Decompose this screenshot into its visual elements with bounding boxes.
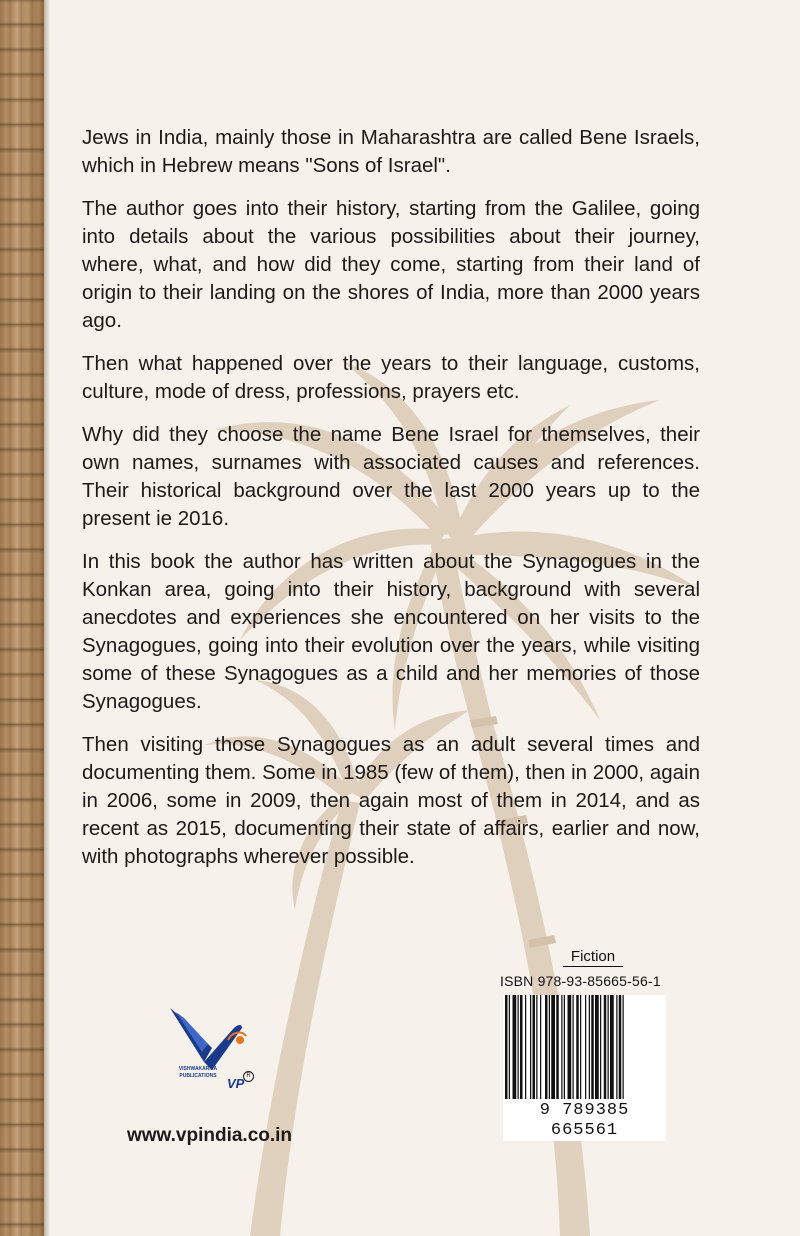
barcode-bar xyxy=(549,995,550,1099)
blurb-paragraph: Jews in India, mainly those in Maharashtra are called Bene Israels, which in Hebrew means "Sons of Israel". xyxy=(82,126,700,177)
blurb-paragraph: In this book the author has written about the Synagogues in the Konkan area, going into their history, background with several anecdotes and experiences she encountered on her visits to the Synagogues, going into their evolution over the years, while visiting some of these Synagogues as a child and her memories of those Synagogues. xyxy=(82,550,700,713)
barcode-bar xyxy=(545,995,548,1099)
barcode-bar xyxy=(564,995,565,1099)
isbn-label: ISBN 978-93-85665-56-1 xyxy=(500,973,661,989)
barcode-bar xyxy=(551,995,555,1099)
barcode-bar xyxy=(533,995,536,1099)
barcode-bar xyxy=(580,995,581,1099)
publisher-website: www.vpindia.co.in xyxy=(127,1125,293,1146)
barcode-bar xyxy=(610,995,614,1099)
barcode-bar xyxy=(513,995,517,1099)
barcode-bar xyxy=(573,995,574,1099)
category-label: Fiction xyxy=(563,948,623,967)
barcode-bar xyxy=(600,995,601,1099)
barcode-bar xyxy=(525,995,526,1099)
barcode-bar xyxy=(540,995,541,1099)
publisher-name: VISHWAKARMA PUBLICATIONS xyxy=(178,1066,218,1079)
barcode-bar xyxy=(520,995,523,1099)
barcode-bar xyxy=(536,995,537,1099)
barcode-digits: 9 789385 665561 xyxy=(503,1101,666,1141)
barcode-bar xyxy=(616,995,617,1099)
blurb-paragraph: Why did they choose the name Bene Israel for themselves, their own names, surnames with associated causes and references. Their historical background over the last 2000 years up to the present ie 2016. xyxy=(82,423,700,530)
blurb-paragraph: The author goes into their history, starting from the Galilee, going into details about the various possibilities about their journey, where, what, and how did they come, starting from their land of origin to their landing on the shores of India, more than 2000 years ago. xyxy=(82,197,700,332)
barcode-bar xyxy=(568,995,572,1099)
barcode-bar xyxy=(604,995,607,1099)
barcode-bar xyxy=(561,995,562,1099)
registered-mark-icon: R xyxy=(243,1071,254,1082)
barcode-bar xyxy=(576,995,579,1099)
barcode-bar xyxy=(589,995,590,1099)
barcode-bar xyxy=(619,995,622,1099)
barcode-bar xyxy=(623,995,624,1099)
barcode-bar xyxy=(595,995,599,1099)
blurb-paragraph: Then visiting those Synagogues as an adult several times and documenting them. Some in 1985 (few of them), then in 2000, again in 2006, some in 2009, then again most of them in 2014, and as recent as 2015, documenting their state of affairs, earlier and now, with photographs wherever possible. xyxy=(82,733,700,868)
barcode-bar xyxy=(556,995,559,1099)
publisher-abbr: VP xyxy=(227,1076,245,1091)
barcode-bar xyxy=(509,995,510,1099)
blurb-text xyxy=(82,124,700,886)
publisher-logo-icon xyxy=(162,1000,257,1110)
barcode-bar xyxy=(591,995,594,1099)
barcode-bar xyxy=(518,995,519,1099)
barcode-bar xyxy=(608,995,609,1099)
blurb-paragraph: Then what happened over the years to their language, customs, culture, mode of dress, professions, prayers etc. xyxy=(82,352,700,403)
barcode-bar xyxy=(505,995,508,1099)
barcode-bar xyxy=(585,995,586,1099)
barcode-bar xyxy=(530,995,531,1099)
